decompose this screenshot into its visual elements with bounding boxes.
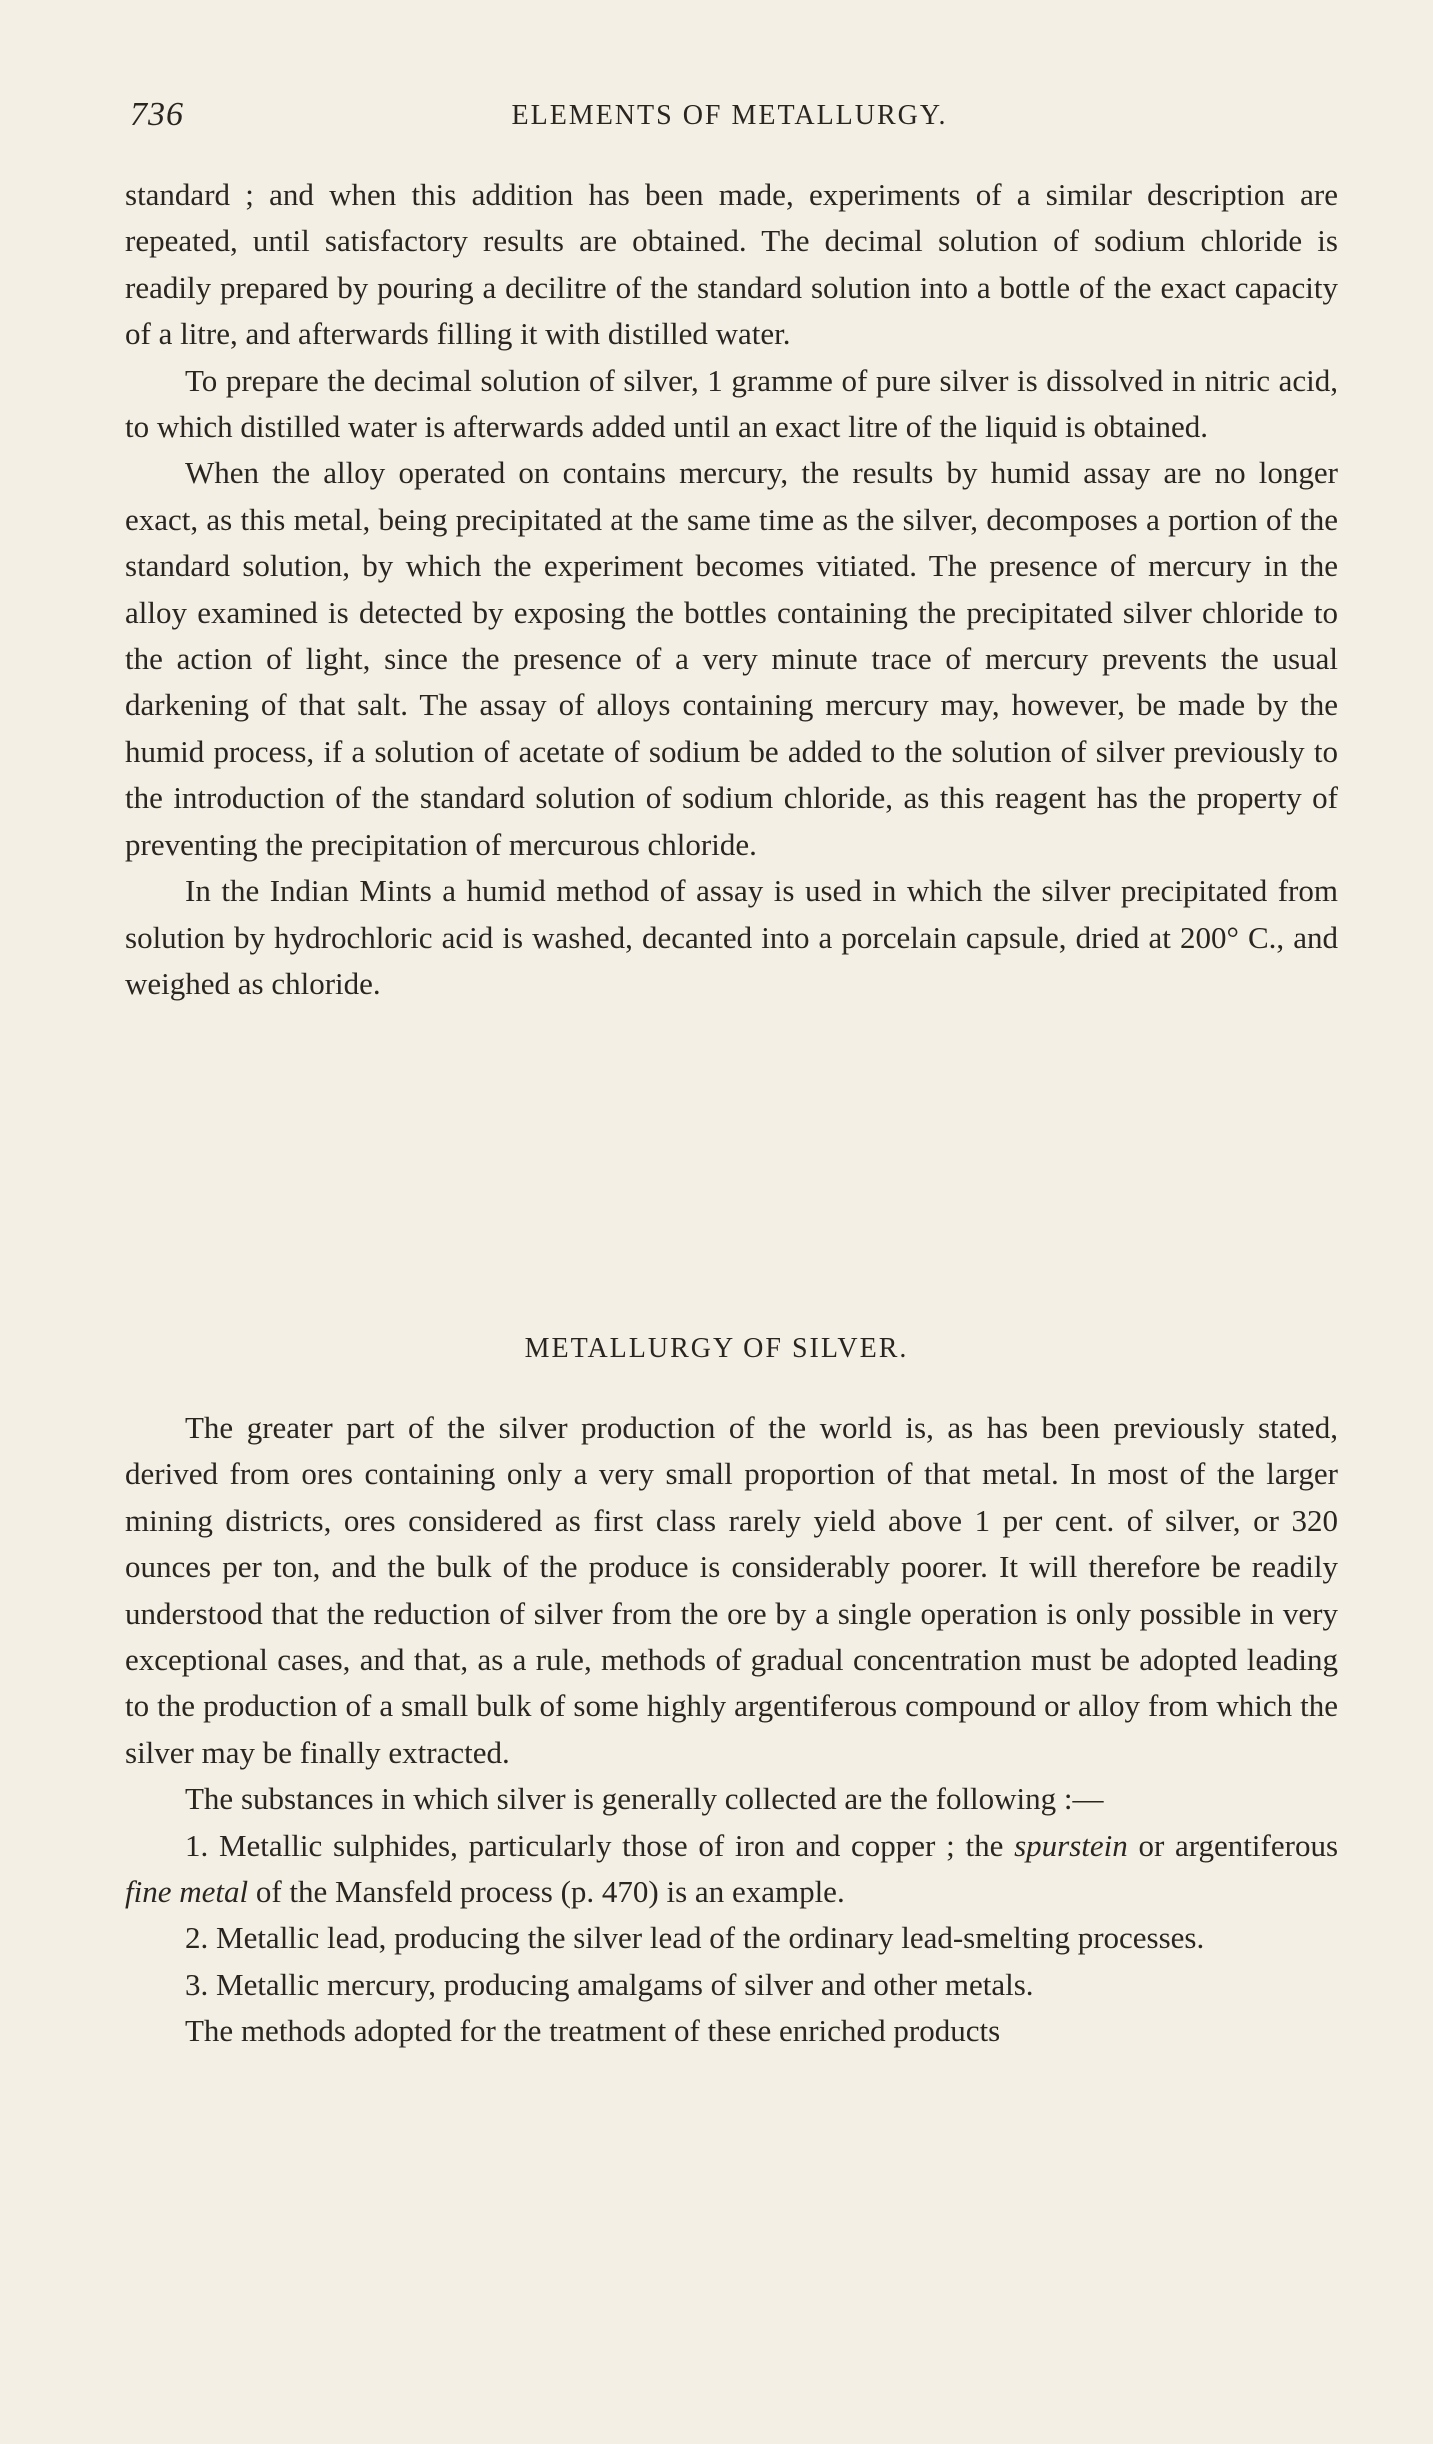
body-text-bottom — [125, 1405, 1338, 2055]
page-header — [122, 96, 1337, 136]
italic-term: spurstein — [1014, 1827, 1128, 1863]
list-item-text: 1. Metallic sulphides, particularly those of iron and copper ; the — [185, 1827, 1015, 1863]
paragraph: standard ; and when this addition has been made, experiments of a similar description are repeated, until satisfactory results are obtained. The decimal solution of sodium chloride is readily prepared by pouring a decilitre of the standard solution into a bottle of the exact capacity of a litre, and afterwards filling it with distilled water. — [125, 177, 1338, 352]
body-text-top — [125, 172, 1338, 1007]
paragraph: The substances in which silver is generally collected are the following :— — [185, 1781, 1104, 1817]
paragraph: In the Indian Mints a humid method of assay is used in which the silver precipitated from solution by hydrochloric acid is washed, decanted into a porcelain capsule, dried at 200° C., and weighed as chloride. — [125, 873, 1338, 1001]
list-item-3: 3. Metallic mercury, producing amalgams of silver and other metals. — [185, 1966, 1034, 2002]
closing-line: The methods adopted for the treatment of these enriched products — [185, 2013, 1001, 2049]
italic-term: fine metal — [125, 1874, 249, 1910]
list-item-1 — [125, 1823, 1338, 1916]
paragraph: The greater part of the silver production of the world is, as has been previously stated, derived from ores containing only a very small proportion of that metal. In most of the larger mining districts, ores considered as first class rarely yield above 1 per cent. of silver, or 320 ounces per ton, and the bulk of the produce is considerably poorer. It will therefore be readily understood that the reduction of silver from the ore by a single operation is only possible in very exceptional cases, and that, as a rule, methods of gradual concentration must be adopted leading to the production of a small bulk of some highly argentiferous compound or alloy from which the silver may be finally extracted. — [125, 1410, 1338, 1770]
page-number: 736 — [130, 96, 184, 133]
running-head: ELEMENTS OF METALLURGY. — [511, 100, 948, 131]
paragraph: To prepare the decimal solution of silver, 1 gramme of pure silver is dissolved in nitric acid, to which distilled water is afterwards added until an exact litre of the liquid is obtained. — [125, 362, 1338, 445]
paragraph: When the alloy operated on contains mercury, the results by humid assay are no longer exact, as this metal, being precipitated at the same time as the silver, decomposes a portion of the standard solution, by which the experiment becomes vitiated. The presence of mercury in the alloy examined is detected by exposing the bottles containing the precipitated silver chloride to the action of light, since the presence of a very minute trace of mercury prevents the usual darkening of that salt. The assay of alloys containing mercury may, however, be made by the humid process, if a solution of acetate of sodium be added to the solution of silver previously to the introduction of the standard solution of sodium chloride, as this reagent has the property of preventing the precipitation of mercurous chloride. — [125, 455, 1338, 862]
section-heading: METALLURGY OF SILVER. — [524, 1333, 909, 1364]
list-item-text: of the Mansfeld process (p. 470) is an example. — [248, 1874, 845, 1910]
list-item-2: 2. Metallic lead, producing the silver lead of the ordinary lead-smelting processes. — [185, 1920, 1205, 1956]
list-item-text: or argentiferous — [1127, 1827, 1339, 1863]
